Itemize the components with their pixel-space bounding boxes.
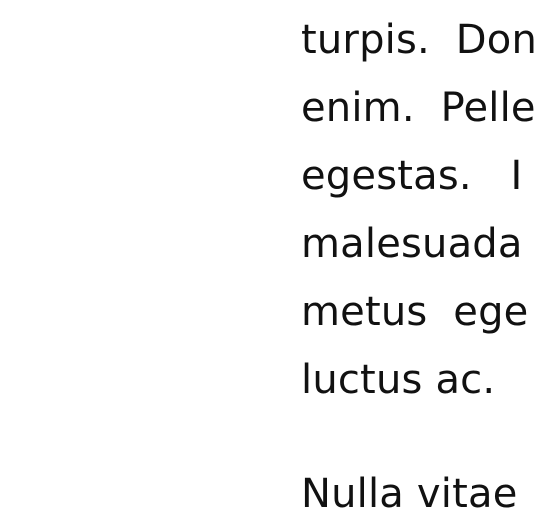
text-line: malesuada — [301, 221, 523, 267]
text-line: egestas. I — [301, 153, 523, 199]
text-line: enim. Pelle — [301, 85, 536, 131]
next-paragraph-first-line: Nulla vitae — [301, 471, 518, 517]
text-line: luctus ac. — [301, 357, 496, 403]
text-line: turpis. Don — [301, 17, 537, 63]
text-line: metus ege — [301, 289, 529, 335]
paragraph-text-column — [301, 0, 537, 517]
